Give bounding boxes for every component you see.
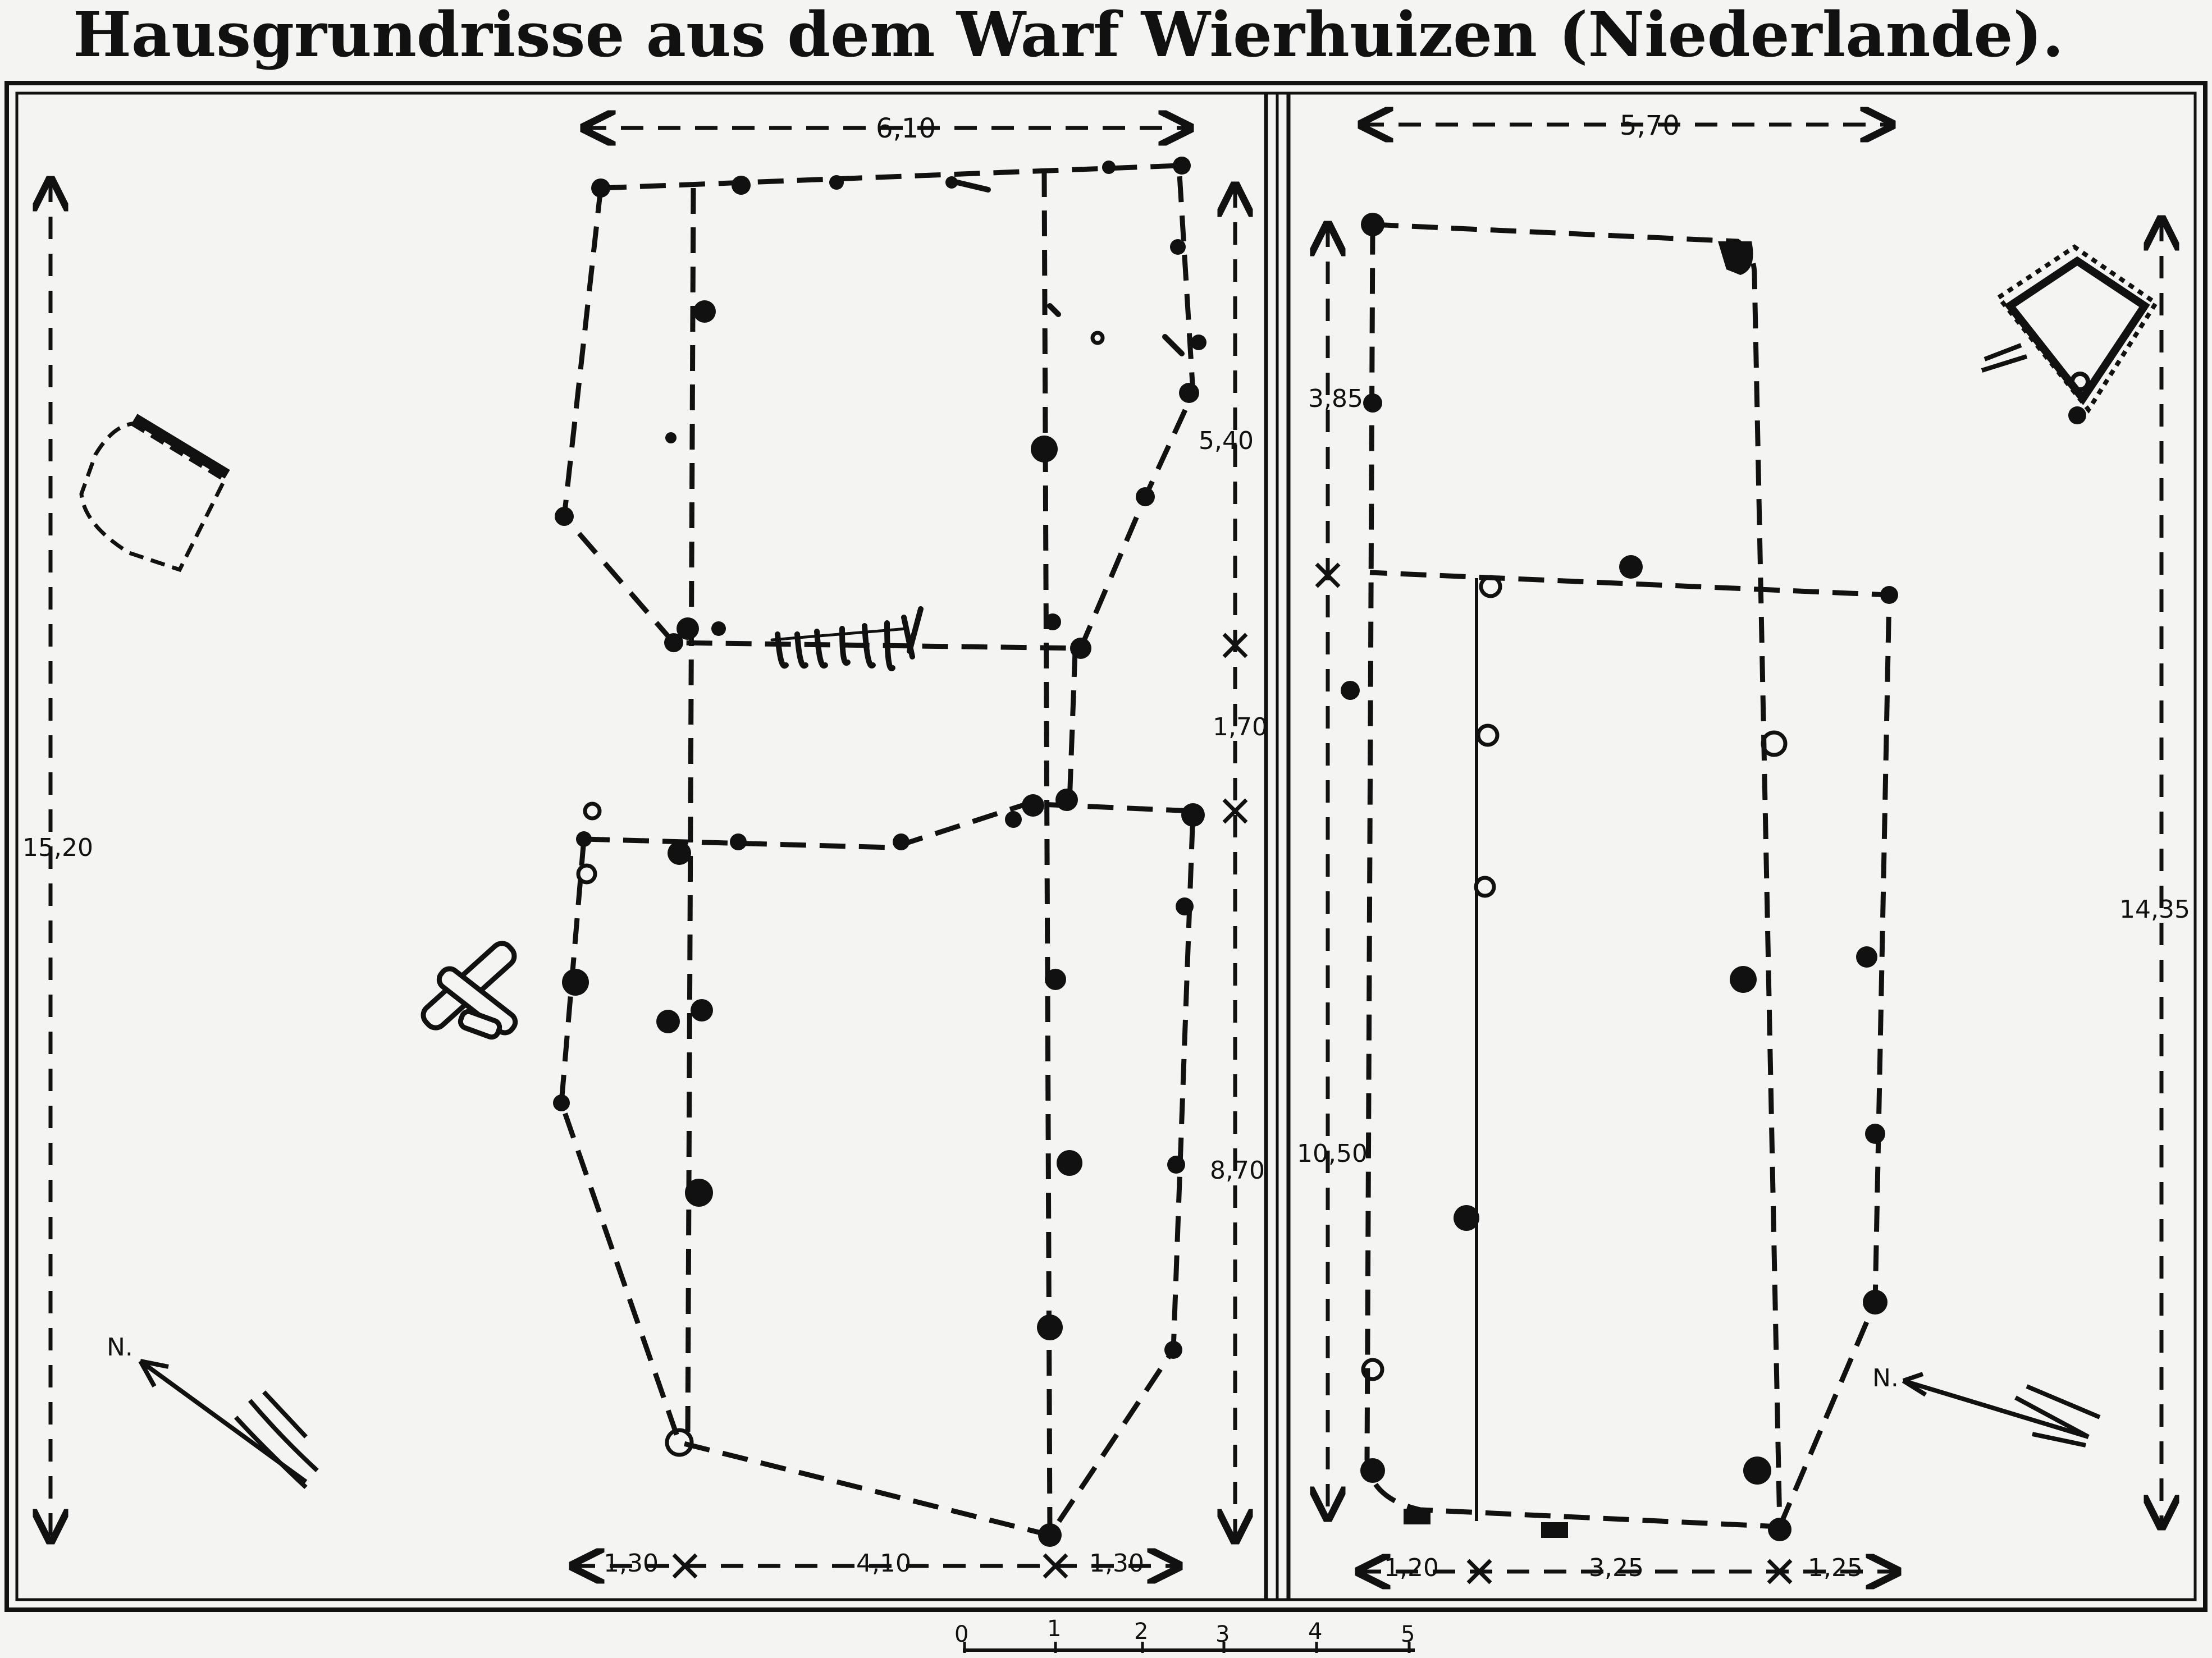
sheet-title: Hausgrundrisse aus dem Warf Wierhuizen (Niederlande). — [73, 0, 2064, 71]
scale-tick-4: 4 — [1308, 1619, 1323, 1645]
right-bottom-mid-label: 3,25 — [1589, 1554, 1644, 1582]
left-bottom-left-label: 1,30 — [604, 1549, 659, 1578]
right-width-label: 5,70 — [1620, 110, 1680, 141]
left-bottom-mid-label: 4,10 — [856, 1549, 911, 1578]
scale-tick-0: 0 — [954, 1622, 969, 1647]
right-north-label: N. — [1872, 1364, 1899, 1393]
right-bottom-right-label: 1,25 — [1808, 1554, 1863, 1582]
left-north-label: N. — [107, 1333, 133, 1362]
left-middle-segment-label: 1,70 — [1213, 713, 1268, 741]
right-upper-segment-label: 3,85 — [1308, 384, 1363, 413]
left-lower-segment-label: 8,70 — [1210, 1156, 1265, 1185]
scale-tick-2: 2 — [1134, 1619, 1149, 1645]
scale-tick-3: 3 — [1215, 1622, 1230, 1647]
right-bottom-left-label: 1,20 — [1384, 1554, 1439, 1582]
left-bottom-right-label: 1,30 — [1089, 1549, 1144, 1578]
right-lower-segment-label: 10,50 — [1297, 1139, 1368, 1168]
left-height-label: 15,20 — [22, 833, 93, 862]
scale-tick-1: 1 — [1047, 1616, 1062, 1642]
scale-tick-5: 5 — [1401, 1622, 1415, 1647]
right-height-label: 14,35 — [2119, 895, 2190, 924]
left-upper-segment-label: 5,40 — [1199, 427, 1254, 455]
left-width-label: 6,10 — [876, 113, 936, 144]
